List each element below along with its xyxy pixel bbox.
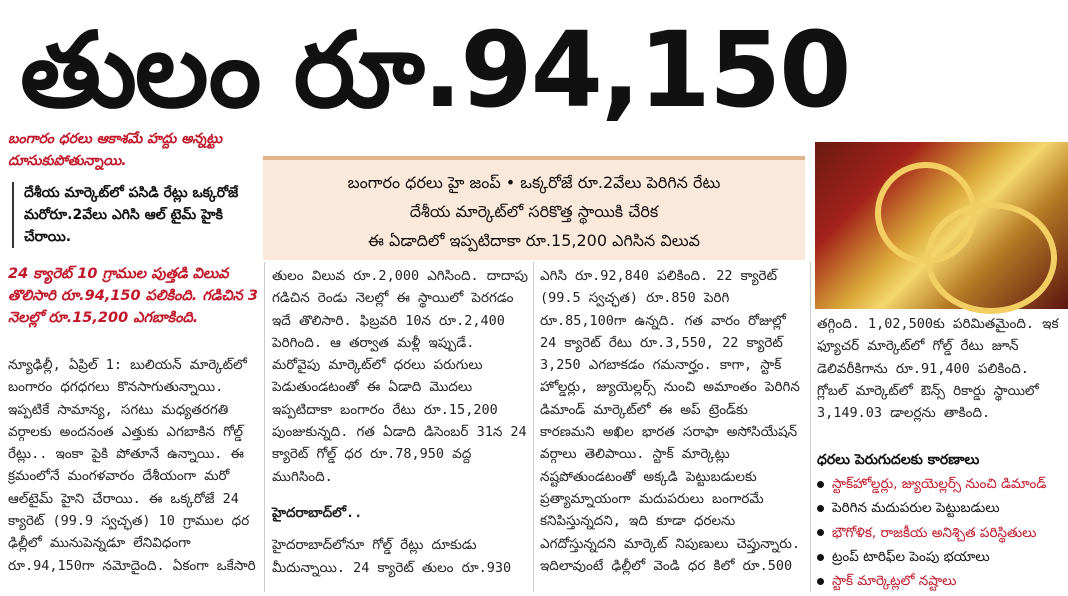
deck bbox=[263, 156, 805, 260]
bullet-icon bbox=[817, 505, 824, 512]
column-rule bbox=[810, 262, 811, 592]
bullet-icon bbox=[817, 554, 824, 561]
subhead: హైదరాబాద్‌లో.. bbox=[272, 504, 363, 521]
cause-item bbox=[817, 545, 1067, 569]
lead-bottom: 24 క్యారెట్‌ 10 గ్రాముల పుత్తడి విలువ తొలిసారి రూ.94,150 పలికింది. గడిచిన 3 నెలల్లో రూ.15,200 ఎగబాకింది. bbox=[8, 266, 258, 326]
body-column-4: తగ్గింది. 1,02,500కు పరిమితమైంది. ఇక ఫ్యూచర్‌ మార్కెట్‌లో గోల్డ్‌ రేటు జూన్‌ డెలివరీకిగాను రూ.91,400 పలికింది. గ్లోబల్‌ మార్కెట్‌లో ఔన్స్‌ రికార్డు స్థాయిలో 3,149.03 డాలర్లను తాకింది. bbox=[817, 316, 1059, 422]
cause-item bbox=[817, 472, 1067, 496]
body-text: హైదరాబాద్‌లోనూ గోల్డ్‌ రేట్లు దూకుడు మీదున్నాయి. 24 క్యారెట్‌ తులం రూ.930 bbox=[272, 537, 512, 576]
bullet-icon bbox=[817, 529, 824, 536]
body-column-2 bbox=[272, 265, 528, 579]
body-text: తులం విలువ రూ.2,000 ఎగిసింది. దాదాపు గడిచిన రెండు నెలల్లో ఈ స్థాయిలో పెరగడం ఇదే తొలిసారి. ఫిబ్రవరి 10న రూ.2,400 పెరిగింది. ఆ తర్వాత మళ్లీ ఇప్పుడే. మరోవైపు మార్కెట్‌లో ధరలు పరుగులు పెడుతుండటంతో ఈ ఏడాది మొదలు ఇప్పటిదాకా బంగారం రేటు రూ.15,200 పుంజుకున్నది. గత ఏడాది డిసెంబర్‌ 31న 24 క్యారెట్‌ గోల్డ్‌ ధర రూ.78,950 వద్ద ముగిసింది. bbox=[272, 268, 528, 485]
deck-line: బంగారం ధరలు హై జంప్‌ • ఒక్కరోజే రూ.2వేలు పెరిగిన రేటు bbox=[347, 173, 721, 192]
column-rule bbox=[264, 262, 265, 592]
body-column-3: ఎగిసి రూ.92,840 పలికింది. 22 క్యారెట్‌ (99.5 స్వచ్ఛత) రూ.850 పెరిగి రూ.85,100గా ఉన్నది. గత వారం రోజుల్లో 24 క్యారెట్‌ రేటు రూ.3,550, 22 క్యారెట్‌ 3,250 ఎగబాకడం గమనార్హం. కాగా, స్టాక్‌ హోల్డర్లు, జ్యుయెల్లర్స్‌ నుంచి అమాంతం పెరిగిన డిమాండ్‌ మార్కెట్‌లో ఈ అప్‌ ట్రెండ్‌కు కారణమని అఖిల భారత సరాఫా అసోసియేషన్‌ వర్గాలు తెలిపాయి. స్టాక్‌ మార్కెట్లు నష్టపోతుండటంతో అక్కడి పెట్టుబడులకు ప్రత్యామ్నాయంగా మదుపరులు బంగారమే కనిపిస్తున్నదని, ఇది కూడా ధరలను ఎగదోస్తున్నదని మార్కెట్‌ నిపుణులు చెప్తున్నారు. ఇదిలావుంటే ఢిల్లీలో వెండి ధర కిలో రూ.500 bbox=[540, 268, 801, 574]
column-rule bbox=[533, 262, 534, 592]
cause-item bbox=[817, 521, 1067, 545]
body-column-1: న్యూఢిల్లీ, ఏప్రిల్‌ 1: బులియన్‌ మార్కెట్‌లో బంగారం ధగధగలు కొనసాగుతున్నాయి. ఇప్పటికే సామాన్య, సగటు మధ్యతరగతి వర్గాలకు అందనంత ఎత్తుకు ఎగబాకిన గోల్డ్‌ రేట్లు.. ఇంకా పైకి పోతూనే ఉన్నాయి. ఈ క్రమంలోనే మంగళవారం దేశీయంగా మరో ఆల్‌టైమ్‌ హైని చేరాయి. ఈ ఒక్కరోజే 24 క్యారెట్‌ (99.9 స్వచ్ఛత) 10 గ్రాముల ధర ఢిల్లీలో మునుపెన్నడూ లేనివిధంగా రూ.94,150గా నమోదైంది. ఏకంగా ఒకేసారి bbox=[8, 357, 256, 574]
cause-text: స్టాక్‌ మార్కెట్లలో నష్టాలు bbox=[832, 573, 957, 590]
quote: దేశీయ మార్కెట్‌లో పసిడి రేట్లు ఒక్కరోజే మరోరూ.2వేలు ఎగిసి ఆల్‌ టైమ్‌ హైకి చేరాయి. bbox=[12, 182, 270, 248]
causes-title: ధరలు పెరుగుదలకు కారణాలు bbox=[817, 452, 980, 468]
bullet-icon bbox=[817, 578, 824, 585]
causes-box bbox=[817, 448, 1067, 593]
deck-line: ఈ ఏడాదిలో ఇప్పటిదాకా రూ.15,200 ఎగిసిన విలువ bbox=[367, 231, 700, 250]
deck-line: దేశీయ మార్కెట్‌లో సరికొత్త స్థాయికి చేరిక bbox=[409, 202, 659, 221]
cause-text: పెరిగిన మదుపరుల పెట్టుబడులు bbox=[832, 500, 1000, 517]
lead-top: బంగారం ధరలు ఆకాశమే హద్దు అన్నట్టు దూసుకుపోతున్నాయి. bbox=[8, 131, 223, 169]
cause-item bbox=[817, 569, 1067, 593]
cause-item bbox=[817, 496, 1067, 520]
cause-text: భౌగోళిక, రాజకీయ అనిశ్చిత పరిస్థితులు bbox=[832, 524, 1037, 541]
cause-text: స్టాక్‌హోల్డర్లు, జ్యుయెల్లర్స్‌ నుంచి డిమాండ్‌ bbox=[832, 476, 1047, 492]
cause-text: ట్రంప్‌ టారిఫ్‌ల పెంపు భయాలు bbox=[832, 548, 990, 565]
headline: తులం రూ.94,150 bbox=[20, 9, 850, 131]
bullet-icon bbox=[817, 481, 824, 488]
jewellery-photo bbox=[815, 142, 1068, 309]
